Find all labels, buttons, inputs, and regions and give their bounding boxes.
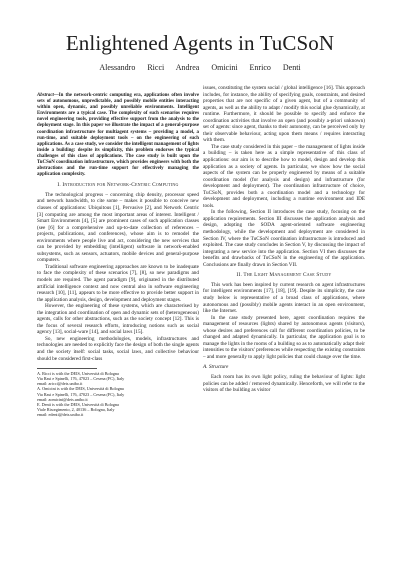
- paragraph: However, the engineering of these systems, which are characterised by the integration and coordination of open and dynamic sets of (heterogeneous) agents, calls for other abstractions, such as the society concept [12]. This is the focus of several research efforts, introducing notions such as social agency [13], social-ware [14], and social laws [15].: [37, 303, 199, 336]
- affiliation-line: Via Rasi e Spinelli, 176, 47023 – Cesena (FC), Italy: [37, 391, 125, 397]
- subsection-heading: A. Structure: [203, 364, 229, 371]
- paragraph: Each room has its own light policy, ruling the behaviour of lights: light policies can be added / removed dynamically. Henceforth, we will refer to the visitors of the building as visitor: [203, 374, 365, 394]
- affiliation-line: email: edenti@deis.unibo.it: [37, 411, 84, 417]
- right-column: [203, 85, 365, 394]
- paragraph: The technological progress – concerning chip density, processor speed and network bandwidth, to cite some – makes it possible to conceive new classes of applications: Ubiquitous [1], Pervasive [2], and Network Centric [3] computing are among the most important areas of interest. Intelligent / Smart Environments [4], [5] are prominent cases of such application classes (see [6] for a comprehensive and up-to-date collection of references – projects, publications, and conferences), whose aim is to remodel the environments where people live and act, considering the new services that can be provided by embedding (intelligent) software in network-enabled subsystems, such as sensors, actuators, mobile devices and general-purpose computers.: [37, 191, 199, 264]
- section-heading-1: I. Introduction for Network-Centric Computing: [57, 182, 179, 189]
- left-column: [37, 93, 199, 417]
- paragraph: Traditional software engineering approaches are known to be inadequate to face the complexity of these scenarios [7], [8], so new paradigms and models are required. The agent paradigm [9], originated in the distributed artificial intelligence context and now central also in software engineering research [10], [11], appears to be more effective to provide better support in the application analysis, design, development and deployment stages.: [37, 263, 199, 303]
- abstract: [37, 93, 199, 178]
- affiliation-line: Viale Risorgimento, 2, 40136 – Bologna, Italy: [37, 406, 115, 412]
- author-list: Alessandro Ricci Andrea Omicini Enrico Denti: [99, 63, 301, 72]
- paragraph: This work has been inspired by current research on agent infrastructures for intelligent environments [17], [18], [19]. Despite its simplicity, the case study below is representative of a broad class of applications, where autonomous and (possibly) mobile agents interact in an open environment, like the Internet.: [203, 281, 365, 315]
- affiliation-line: A. Ricci is with the DEIS, Università di Bologna: [37, 371, 119, 377]
- paragraph: issues, constituting the system social / global intelligence [16]. This approach includes, for instance, the ability of specifying goals, constraints, and desired properties that are not specific of a given agent, but of a community of agents, as well as the ability to adapt / modify this social glue dynamically, at runtime. Furthermore, it should be possible to specify and enforce the coordination activities that involve an open (and possibly a-priori unknown) set of agents: since agent, thanks to their autonomy, can be perceived only by their observable behaviour, acting upon them means / requires interacting with them.: [203, 85, 365, 144]
- paragraph: The case study considered in this paper – the management of lights inside a building – is taken here as a simple representative of this class of applications: our aim is to describe how to model, design and develop this application as a society of agents. In particular, we show how the social aspects of the system can be properly engineered by means of a suitable coordination model (for analysis and design) and infrastructure (for development and deployment). The coordination infrastructure of choice, TuCSoN, provides both a coordination model and a technology for development and deployment, including a runtime environment and IDE tools.: [203, 143, 365, 209]
- affiliation-line: email: aomicini@deis.unibo.it: [37, 396, 88, 402]
- affiliation-line: E. Denti is with the DEIS, Università di Bologna: [37, 401, 119, 407]
- affiliation-line: Via Rasi e Spinelli, 176, 47023 – Cesena (FC), Italy: [37, 376, 125, 382]
- paragraph: In the case study presented here, agent coordination requires the management of resources (lights) shared by autonomous agents (visitors), whose desires and preferences call for different coordination policies, to be changed and adapted dynamically. In particular, the application goal is to manage the lights in the rooms of a building so as to automatically adapt their intensities to the visitors' preferences while respecting the existing constraints – and more generally to apply light policies that could change over the time.: [203, 314, 365, 360]
- abstract-lead: Abstract: [37, 93, 54, 98]
- paragraph: In the following, Section II introduces the case study, focusing on the application requirements. Section III discusses the application analysis and design, adopting the SODA agent-oriented software engineering methodology, while the development and deployment are considered in Section IV, where the TuCSoN coordination infrastructure is introduced and exploited. The case study concludes in Section V, by discussing the impact of integrating a new service into the application. Section VI then discusses the benefits and drawbacks of TuCSoN in the engineering of the application. Conclusions are finally drawn in Section VII.: [203, 209, 365, 268]
- abstract-text: —In the network-centric computing era, applications often involve sets of autonomous, unpredictable, and possibly mobile entities interacting within open, dynamic, and possibly unreliable environments. Intelligent Environments are a typical case. The complexity of such scenarios requires novel engineering tools, providing effective support from the analysis to the deployment stage. In this paper we illustrate the impact of a general-purpose coordination infrastructure for multiagent systems – providing a model, a run-time, and suitable deployment tools – on the engineering of such applications. As a case study, we consider the intelligent management of lights inside a building: despite its simplicity, this problem endorses the typical challenges of this class of applications. The case study is built upon the TuCSoN coordination infrastructure, which provides engineers with both the abstractions and the run-time support for effectively managing the application complexity.: [37, 93, 199, 178]
- affiliation-line: A. Omicini is with the DEIS, Università di Bologna: [37, 386, 124, 392]
- footnote-rule: [37, 368, 97, 369]
- affiliations: [37, 371, 199, 417]
- paper-title: Enlightened Agents in TuCSoN: [65, 31, 335, 55]
- section-heading-2: II. The Light Management Case Study: [236, 272, 332, 279]
- paragraph: So, new engineering methodologies, models, infrastructures and technologies are needed to explicitly face the design of both the single agents and the society itself: social tasks, social laws, and collective behaviour should be considered first-class: [37, 335, 199, 362]
- affiliation-line: email: aricci@deis.unibo.it: [37, 381, 83, 387]
